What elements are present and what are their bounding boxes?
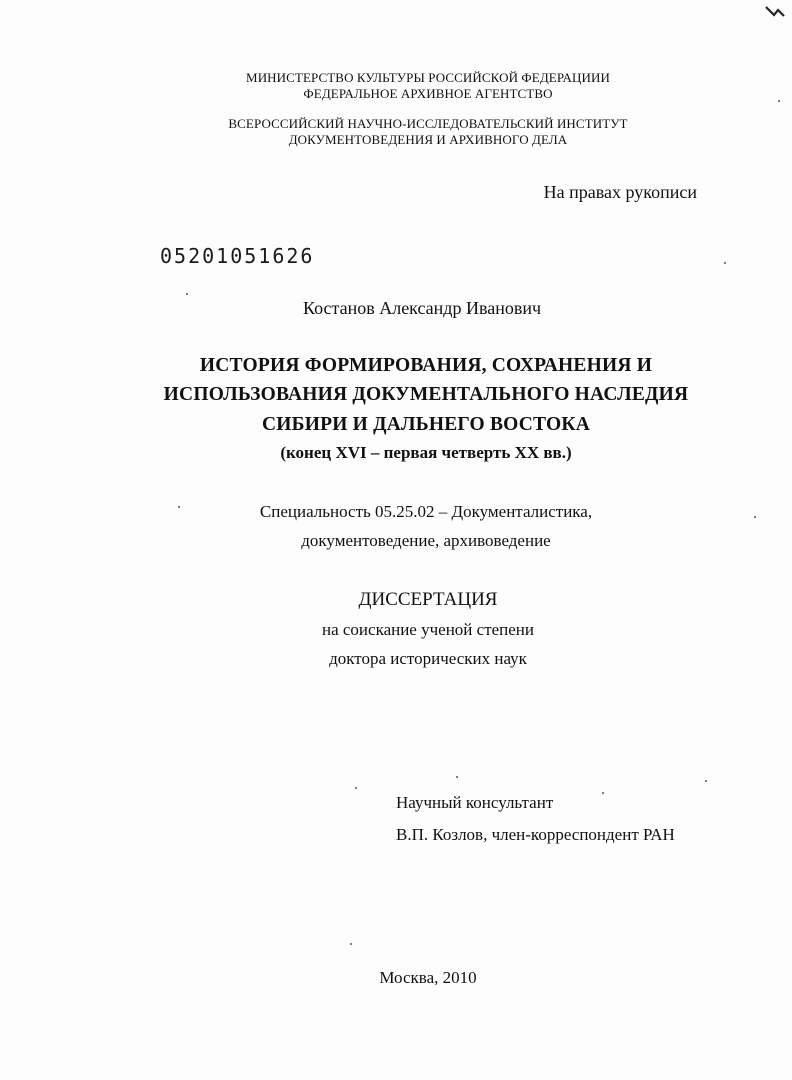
scan-speck xyxy=(724,262,726,264)
document-number: 05201051626 xyxy=(160,244,315,268)
institute-name-line2: ДОКУМЕНТОВЕДЕНИЯ И АРХИВНОГО ДЕЛА xyxy=(288,132,568,147)
scan-speck xyxy=(355,787,357,789)
scan-speck xyxy=(178,506,180,508)
specialty-line2: документоведение, архивоведение xyxy=(301,531,551,550)
scan-speck xyxy=(456,776,458,778)
institute-name-line1: ВСЕРОССИЙСКИЙ НАУЧНО-ИССЛЕДОВАТЕЛЬСКИЙ ИНСТИТУТ xyxy=(228,116,628,131)
scan-speck xyxy=(186,293,188,295)
scan-speck xyxy=(705,780,707,782)
title-period: (конец XVI – первая четверть XX вв.) xyxy=(280,443,572,462)
dissertation-line2: доктора исторических наук xyxy=(329,649,527,668)
consultant-label: Научный консультант xyxy=(396,793,554,812)
rights-note: На правах рукописи xyxy=(543,182,697,202)
ministry-name: МИНИСТЕРСТВО КУЛЬТУРЫ РОССИЙСКОЙ ФЕДЕРАЦИИИ xyxy=(246,70,610,85)
title-line3: СИБИРИ И ДАЛЬНЕГО ВОСТОКА xyxy=(262,414,590,435)
scan-speck xyxy=(778,100,780,102)
scan-speck xyxy=(754,516,756,518)
author-name: Костанов Александр Иванович xyxy=(302,298,542,318)
dissertation-line1: на соискание ученой степени xyxy=(321,620,535,639)
title-line2: ИСПОЛЬЗОВАНИЯ ДОКУМЕНТАЛЬНОГО НАСЛЕДИЯ xyxy=(163,384,689,405)
agency-name: ФЕДЕРАЛЬНОЕ АРХИВНОЕ АГЕНТСТВО xyxy=(303,86,553,101)
scan-speck xyxy=(602,792,604,794)
scan-speck xyxy=(350,943,352,945)
dissertation-label: ДИССЕРТАЦИЯ xyxy=(358,589,498,610)
place-year: Москва, 2010 xyxy=(379,968,477,987)
corner-mark-icon xyxy=(764,4,786,20)
consultant-name: В.П. Козлов, член-корреспондент РАН xyxy=(396,825,675,844)
specialty-line1: Специальность 05.25.02 – Документалистика, xyxy=(259,502,593,521)
title-line1: ИСТОРИЯ ФОРМИРОВАНИЯ, СОХРАНЕНИЯ И xyxy=(199,355,653,376)
